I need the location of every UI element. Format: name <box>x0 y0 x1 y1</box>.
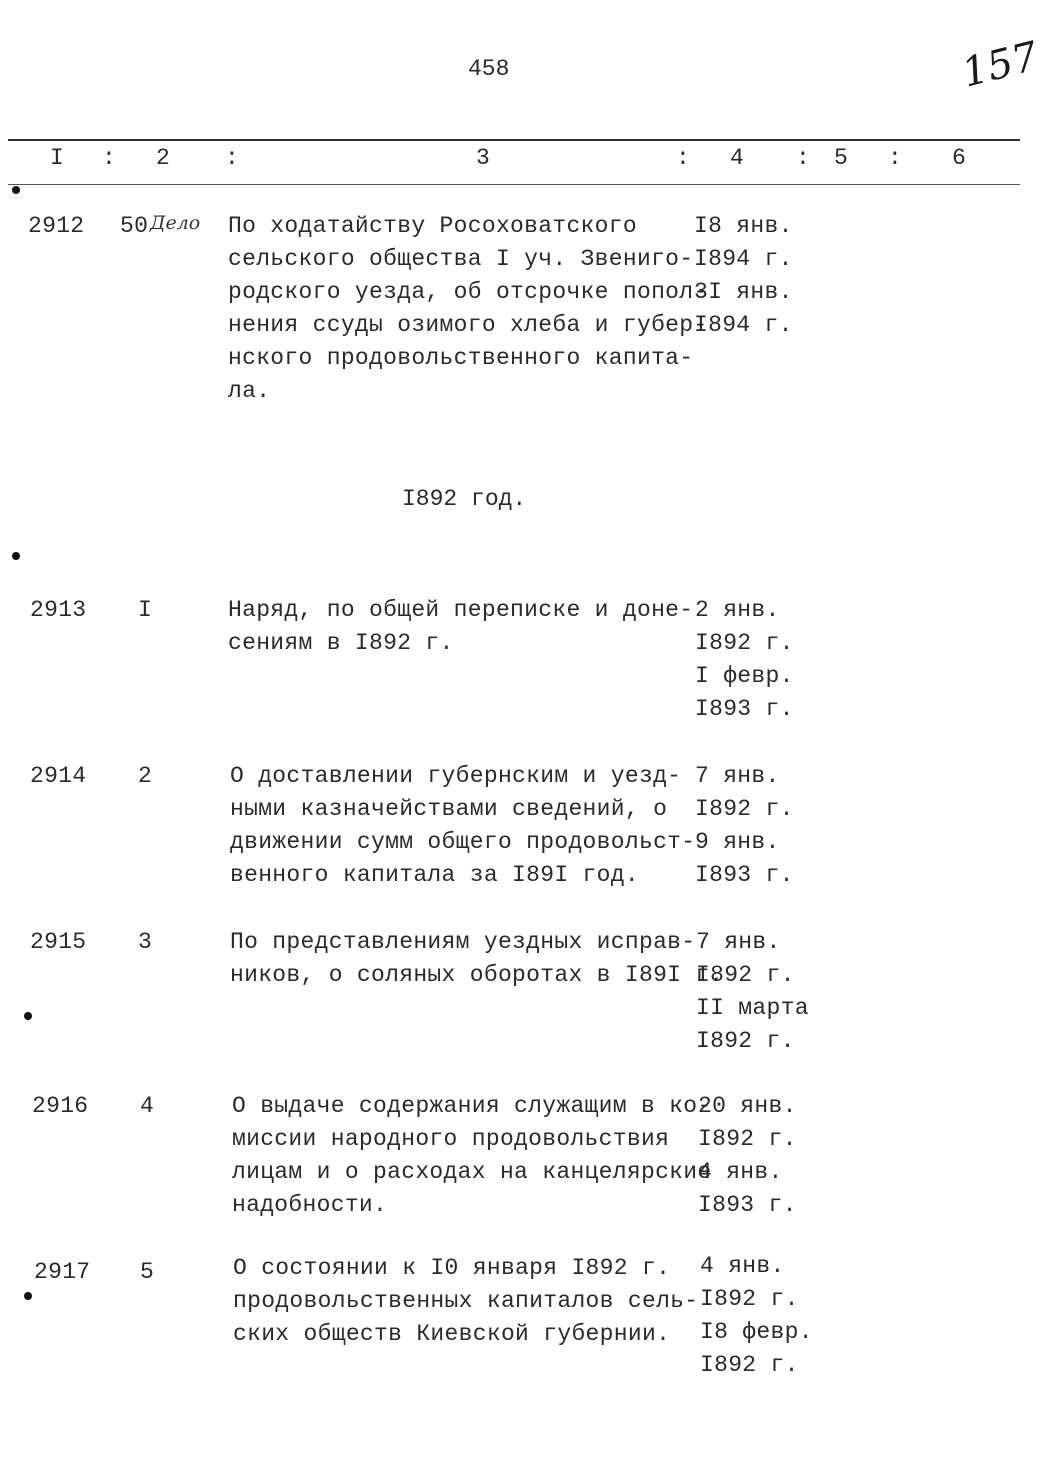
page-number: 458 <box>468 56 510 82</box>
record-id: 2912 <box>28 213 85 239</box>
column-header-3: 3 <box>476 145 490 171</box>
record-title-line: По представлениям уездных исправ- <box>230 929 696 955</box>
column-separator: : <box>796 145 810 171</box>
record-date-line: I894 г. <box>694 312 793 338</box>
column-separator: : <box>888 145 902 171</box>
record-date-line: I893 г. <box>695 696 794 722</box>
record-title <box>228 594 693 660</box>
record-dates <box>696 926 809 1058</box>
record-id: 2917 <box>34 1259 91 1285</box>
column-header-1: I <box>50 145 64 171</box>
handwritten-signature: Дело <box>150 212 201 234</box>
archive-sheet-number: 157 <box>957 33 1043 97</box>
record-title-line: венного капитала за I89I год. <box>230 862 639 888</box>
record-dates <box>694 210 793 342</box>
record-title-line: О доставлении губернским и уезд- <box>230 763 682 789</box>
record-title-line: ников, о соляных оборотах в I89I г. <box>230 962 724 988</box>
record-dates <box>695 594 794 726</box>
record-title <box>233 1252 698 1351</box>
record-date-line: I8 янв. <box>694 213 793 239</box>
header-rule-bottom <box>8 184 1020 185</box>
record-title <box>230 926 724 992</box>
column-separator: : <box>225 145 239 171</box>
record-title <box>230 760 695 892</box>
record-title-line: Наряд, по общей переписке и доне- <box>228 597 694 623</box>
record-date-line: I февр. <box>695 663 794 689</box>
record-title-line: движении сумм общего продовольст- <box>230 829 696 855</box>
column-header-4: 4 <box>730 145 744 171</box>
record-item-number: 5 <box>140 1259 155 1285</box>
record-date-line: 4 янв. <box>700 1253 785 1279</box>
record-dates <box>700 1250 813 1382</box>
column-header-6: 6 <box>952 145 966 171</box>
record-item-number: 2 <box>138 763 153 789</box>
record-date-line: I892 г. <box>700 1286 799 1312</box>
record-date-line: I892 г. <box>696 962 795 988</box>
record-date-line: 7 янв. <box>695 763 780 789</box>
record-item-number: 4 <box>140 1093 155 1119</box>
column-separator: : <box>676 145 690 171</box>
record-title <box>228 210 707 408</box>
header-rule-top <box>8 139 1020 141</box>
record-dates <box>695 760 794 892</box>
record-date-line: II марта <box>696 995 809 1021</box>
record-date-line: I892 г. <box>695 796 794 822</box>
record-id: 2915 <box>30 929 87 955</box>
record-date-line: I894 г. <box>694 246 793 272</box>
record-title-line: О выдаче содержания служащим в ко- <box>232 1093 712 1119</box>
record-date-line: 20 янв. <box>698 1093 797 1119</box>
record-title-line: миссии народного продовольствия <box>232 1126 670 1152</box>
record-date-line: I892 г. <box>695 630 794 656</box>
binding-hole-mark <box>12 552 20 560</box>
record-title-line: По ходатайству Росоховатского <box>228 213 637 239</box>
column-header-5: 5 <box>834 145 848 171</box>
record-date-line: I893 г. <box>698 1192 797 1218</box>
record-date-line: I893 г. <box>695 862 794 888</box>
record-item-number: 50 <box>120 213 149 239</box>
column-header-2: 2 <box>156 145 170 171</box>
record-date-line: 3I янв. <box>694 279 793 305</box>
record-id: 2913 <box>30 597 87 623</box>
record-title-line: продовольственных капиталов сель- <box>233 1288 699 1314</box>
record-item-number: 3 <box>138 929 153 955</box>
record-date-line: 7 янв. <box>696 929 781 955</box>
record-title-line: родского уезда, об отсрочке попол- <box>228 279 708 305</box>
record-date-line: 9 янв. <box>695 829 780 855</box>
record-dates <box>698 1090 797 1222</box>
record-title-line: ских обществ Киевской губернии. <box>233 1321 671 1347</box>
record-title <box>232 1090 711 1222</box>
record-item-number: I <box>138 597 153 623</box>
record-date-line: I892 г. <box>696 1028 795 1054</box>
year-heading: I892 год. <box>402 486 527 512</box>
binding-hole-mark <box>24 1012 32 1020</box>
binding-hole-mark <box>12 186 20 194</box>
record-id: 2914 <box>30 763 87 789</box>
record-title-line: надобности. <box>232 1192 388 1218</box>
record-title-line: сениям в I892 г. <box>228 630 454 656</box>
record-date-line: I8 февр. <box>700 1319 813 1345</box>
record-date-line: I892 г. <box>700 1352 799 1378</box>
record-date-line: I892 г. <box>698 1126 797 1152</box>
binding-hole-mark <box>24 1292 32 1300</box>
record-title-line: О состоянии к I0 января I892 г. <box>233 1255 671 1281</box>
column-separator: : <box>102 145 116 171</box>
record-title-line: ла. <box>228 378 271 404</box>
record-title-line: лицам и о расходах на канцелярские <box>232 1159 712 1185</box>
record-title-line: нского продовольственного капита- <box>228 345 694 371</box>
record-title-line: нения ссуды озимого хлеба и губер- <box>228 312 708 338</box>
record-title-line: ными казначействами сведений, о <box>230 796 668 822</box>
record-id: 2916 <box>32 1093 89 1119</box>
record-date-line: 4 янв. <box>698 1159 783 1185</box>
record-title-line: сельского общества I уч. Звениго- <box>228 246 694 272</box>
record-date-line: 2 янв. <box>695 597 780 623</box>
